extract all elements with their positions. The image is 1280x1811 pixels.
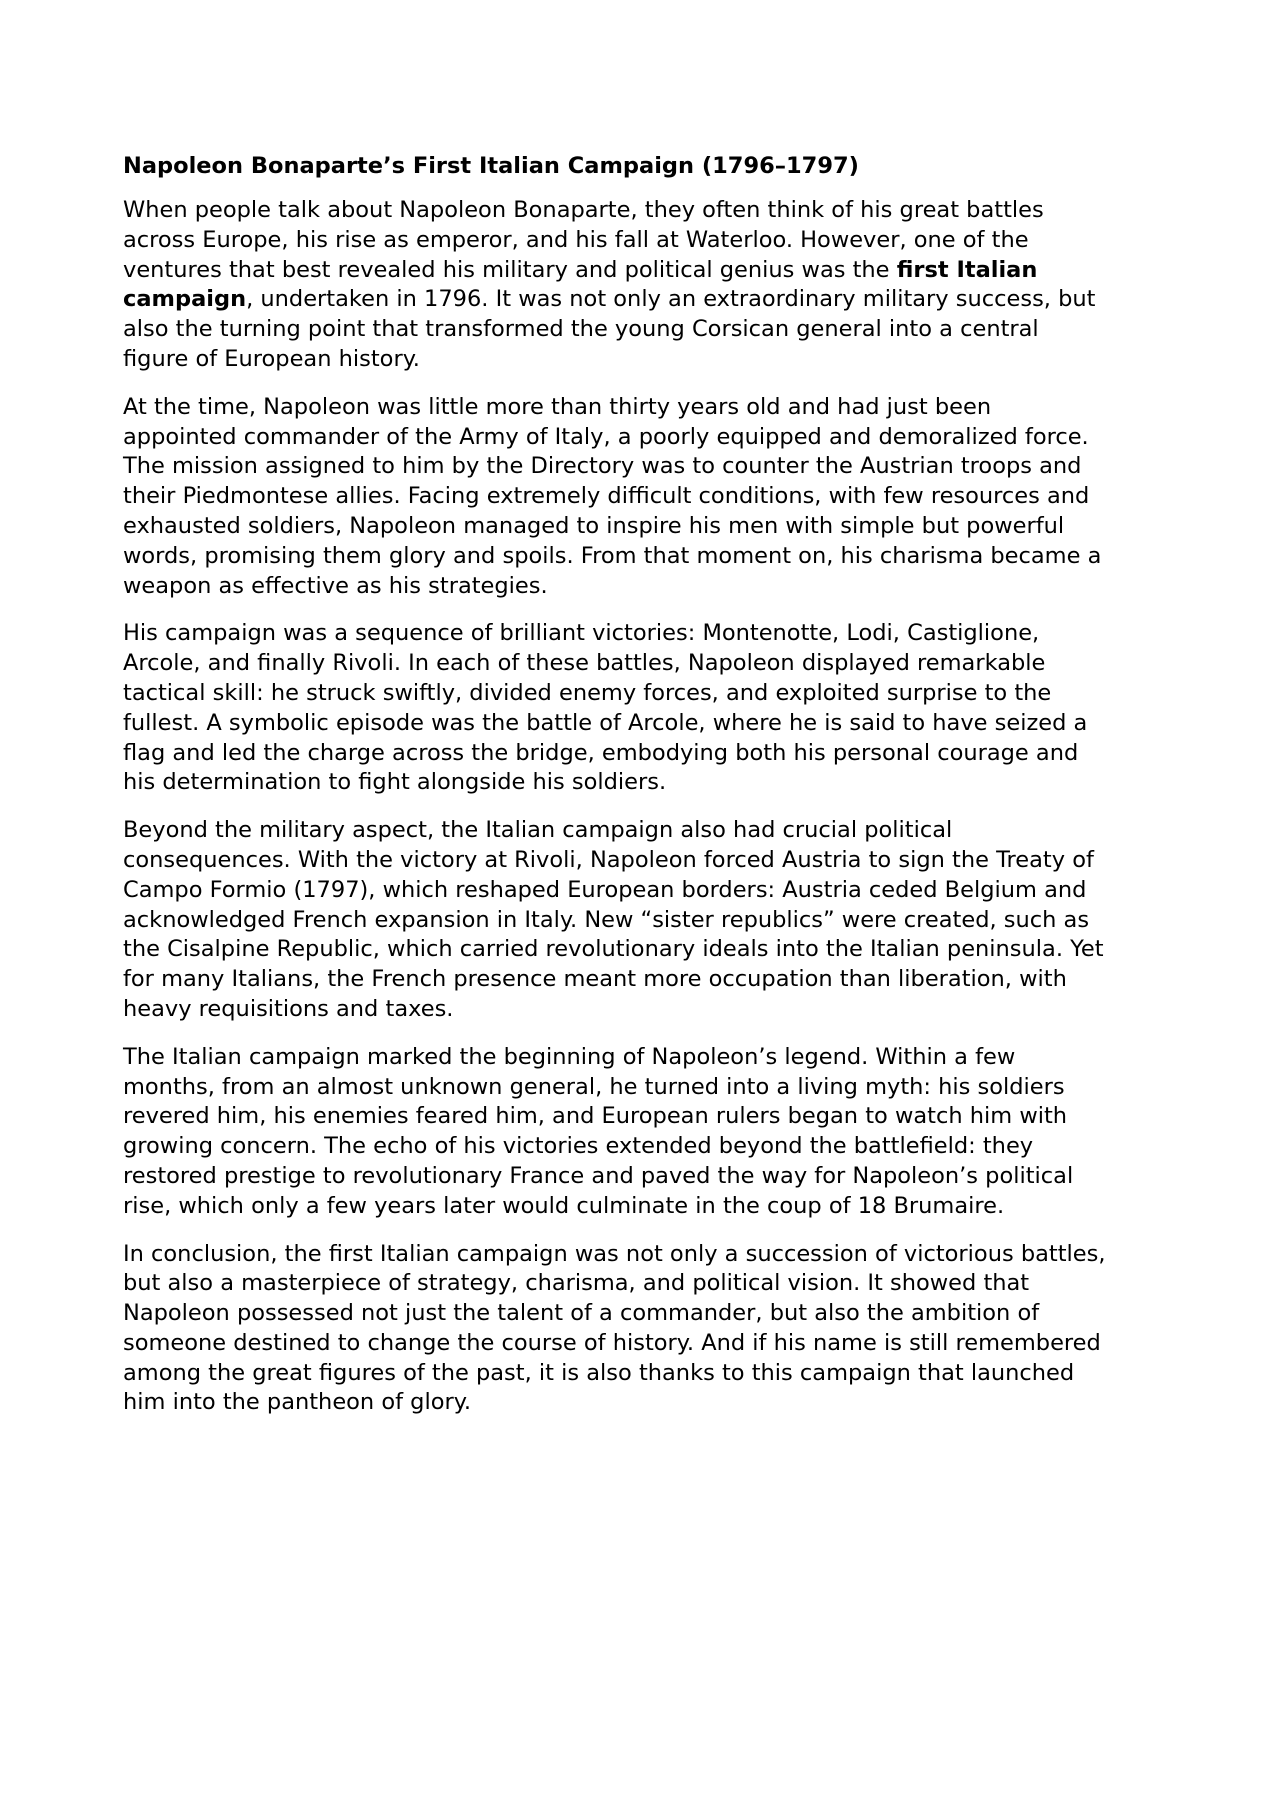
text-line bbox=[123, 423, 1173, 453]
text-line bbox=[123, 649, 1173, 679]
text-line bbox=[123, 393, 1173, 423]
text-line bbox=[123, 512, 1173, 542]
text-line bbox=[123, 1329, 1173, 1359]
text-line bbox=[123, 1269, 1173, 1299]
text-line bbox=[123, 196, 1173, 226]
text-line bbox=[123, 1240, 1173, 1270]
paragraph-3 bbox=[123, 619, 1173, 798]
text-line bbox=[123, 1073, 1173, 1103]
paragraph-5 bbox=[123, 1043, 1173, 1222]
text-line bbox=[123, 1299, 1173, 1329]
text-line bbox=[123, 285, 1173, 315]
text-run: exhausted soldiers, Napoleon managed to inspire his men with simple but powerful bbox=[123, 512, 1065, 539]
text-line bbox=[123, 709, 1173, 739]
text-run: rise, which only a few years later would culminate in the coup of 18 Brumaire. bbox=[123, 1192, 1005, 1219]
text-run: their Piedmontese allies. Facing extremely difficult conditions, with few resources and bbox=[123, 483, 1090, 510]
text-line bbox=[123, 1043, 1173, 1073]
text-line bbox=[123, 965, 1173, 995]
text-run: When people talk about Napoleon Bonaparte, they often think of his great battles bbox=[123, 197, 1044, 223]
text-line bbox=[123, 846, 1173, 876]
text-run: flag and led the charge across the bridge, embodying both his personal courage and bbox=[123, 739, 1079, 766]
text-run: fullest. A symbolic episode was the battle of Arcole, where he is said to have seized a bbox=[123, 709, 1088, 736]
text-line bbox=[123, 768, 1173, 798]
text-run: The Italian campaign marked the beginning of Napoleon’s legend. Within a few bbox=[123, 1043, 1016, 1070]
text-line bbox=[123, 315, 1173, 345]
text-run: across Europe, his rise as emperor, and his fall at Waterloo. However, one of the bbox=[123, 226, 1029, 253]
text-line bbox=[123, 1102, 1173, 1132]
text-run: Campo Formio (1797), which reshaped European borders: Austria ceded Belgium and bbox=[123, 876, 1087, 903]
text-run: heavy requisitions and taxes. bbox=[123, 995, 454, 1022]
text-line bbox=[123, 679, 1173, 709]
bold-phrase: campaign bbox=[123, 286, 247, 313]
text-run: The mission assigned to him by the Directory was to counter the Austrian troops and bbox=[123, 453, 1082, 480]
text-run: but also a masterpiece of strategy, charisma, and political vision. It showed that bbox=[123, 1270, 1030, 1297]
text-line bbox=[123, 619, 1173, 649]
text-line bbox=[123, 345, 1173, 375]
text-line bbox=[123, 482, 1173, 512]
text-run: figure of European history. bbox=[123, 345, 420, 372]
text-run: among the great figures of the past, it is also thanks to this campaign that launched bbox=[123, 1359, 1075, 1386]
text-run: Beyond the military aspect, the Italian campaign also had crucial political bbox=[123, 817, 953, 844]
text-line bbox=[123, 876, 1173, 906]
text-run: His campaign was a sequence of brilliant victories: Montenotte, Lodi, Castiglione, bbox=[123, 620, 1040, 647]
text-line bbox=[123, 1132, 1173, 1162]
text-run: also the turning point that transformed the young Corsican general into a central bbox=[123, 316, 1039, 343]
text-run: Arcole, and finally Rivoli. In each of these battles, Napoleon displayed remarkable bbox=[123, 650, 1046, 677]
text-run: growing concern. The echo of his victories extended beyond the battlefield: they bbox=[123, 1133, 1034, 1160]
text-run: Napoleon possessed not just the talent of a commander, but also the ambition of bbox=[123, 1300, 1040, 1327]
text-run: tactical skill: he struck swiftly, divided enemy forces, and exploited surprise to the bbox=[123, 679, 1052, 706]
text-line bbox=[123, 1162, 1173, 1192]
text-run: At the time, Napoleon was little more than thirty years old and had just been bbox=[123, 393, 992, 420]
text-line bbox=[123, 256, 1173, 286]
text-line bbox=[123, 995, 1173, 1025]
text-run: his determination to fight alongside his soldiers. bbox=[123, 769, 667, 796]
text-line bbox=[123, 935, 1173, 965]
text-run: acknowledged French expansion in Italy. New “sister republics” were created, such as bbox=[123, 906, 1090, 933]
text-run: words, promising them glory and spoils. From that moment on, his charisma became a bbox=[123, 542, 1102, 569]
text-line bbox=[123, 226, 1173, 256]
text-line bbox=[123, 739, 1173, 769]
document-title: Napoleon Bonaparte’s First Italian Campaign (1796–1797) bbox=[123, 153, 859, 179]
text-run: restored prestige to revolutionary France and paved the way for Napoleon’s political bbox=[123, 1162, 1074, 1189]
text-line bbox=[123, 452, 1173, 482]
text-run: the Cisalpine Republic, which carried revolutionary ideals into the Italian peninsula. Yet bbox=[123, 936, 1104, 963]
paragraph-6 bbox=[123, 1240, 1173, 1419]
text-line bbox=[123, 1192, 1173, 1222]
text-line bbox=[123, 1359, 1173, 1389]
text-run: months, from an almost unknown general, he turned into a living myth: his soldiers bbox=[123, 1073, 1065, 1100]
text-run: revered him, his enemies feared him, and European rulers began to watch him with bbox=[123, 1103, 1068, 1130]
text-run: , undertaken in 1796. It was not only an extraordinary military success, but bbox=[246, 286, 1096, 313]
paragraph-2 bbox=[123, 393, 1173, 602]
text-run: for many Italians, the French presence meant more occupation than liberation, with bbox=[123, 966, 1067, 993]
text-run: In conclusion, the first Italian campaign was not only a succession of victorious battles, bbox=[123, 1240, 1106, 1267]
bold-phrase: first Italian bbox=[896, 256, 1038, 283]
text-run: appointed commander of the Army of Italy, a poorly equipped and demoralized force. bbox=[123, 423, 1089, 450]
paragraph-1 bbox=[123, 196, 1173, 375]
text-run: ventures that best revealed his military and political genius was the bbox=[123, 256, 897, 283]
text-run: someone destined to change the course of history. And if his name is still remembered bbox=[123, 1329, 1101, 1356]
text-line bbox=[123, 542, 1173, 572]
paragraph-4 bbox=[123, 816, 1173, 1025]
text-run: consequences. With the victory at Rivoli, Napoleon forced Austria to sign the Treaty of bbox=[123, 846, 1094, 873]
text-run: weapon as effective as his strategies. bbox=[123, 572, 548, 599]
text-line bbox=[123, 906, 1173, 936]
text-line bbox=[123, 816, 1173, 846]
text-line bbox=[123, 572, 1173, 602]
document-body bbox=[123, 150, 1173, 1436]
text-line bbox=[123, 1388, 1173, 1418]
text-run: him into the pantheon of glory. bbox=[123, 1389, 471, 1416]
